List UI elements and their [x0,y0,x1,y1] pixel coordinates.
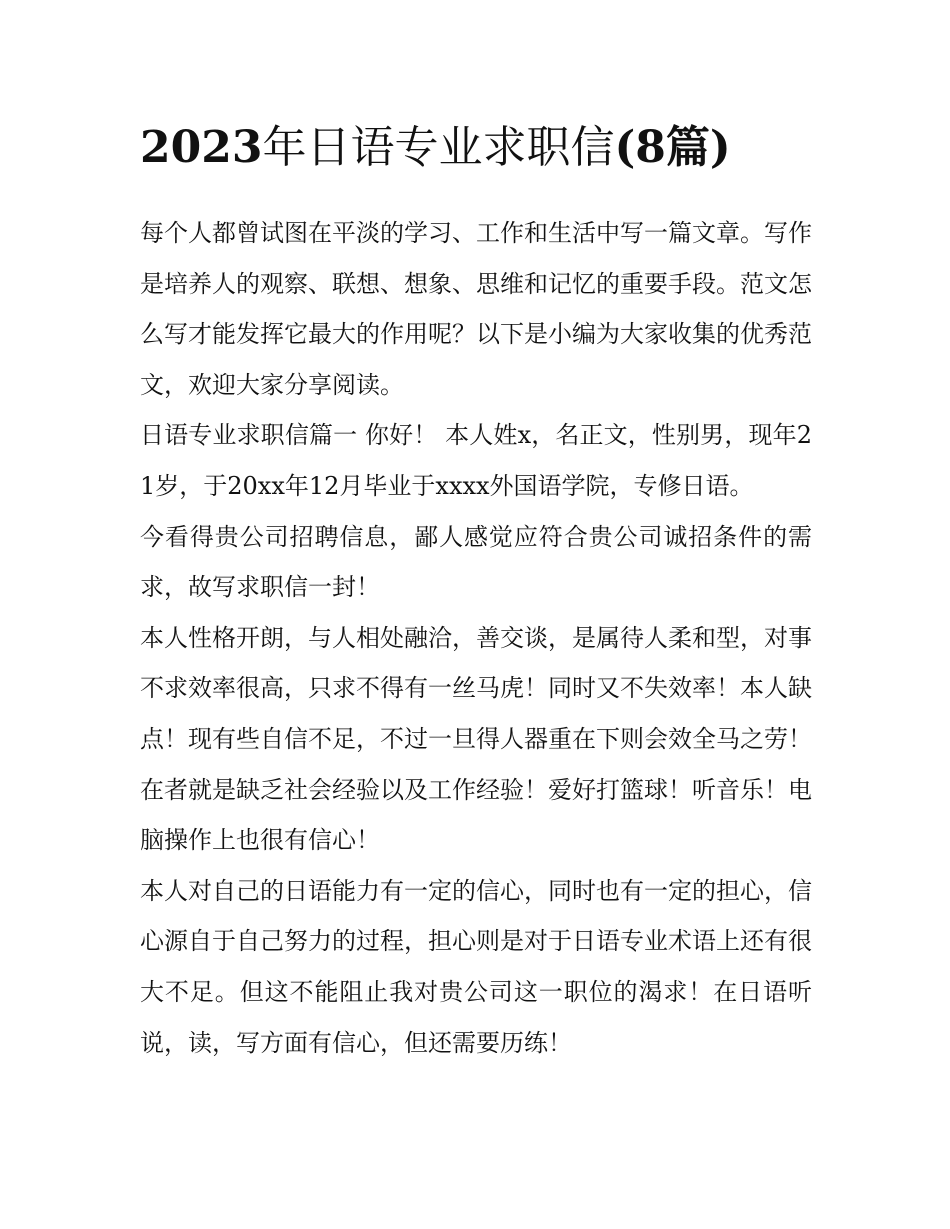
paragraph-motivation: 今看得贵公司招聘信息，鄙人感觉应符合贵公司诚招条件的需求，故写求职信一封！ [140,522,812,602]
paragraph-greeting: 日语专业求职信篇一 你好！ 本人姓x，名正文，性别男，现年21岁，于20xx年12月毕业于xxxx外国语学院，专修日语。 [140,421,812,500]
paragraph-language-skills: 本人对自己的日语能力有一定的信心，同时也有一定的担心，信心源自于自己努力的过程，担心则是对于日语专业术语上还有很大不足。但这不能阻止我对贵公司这一职位的渴求！在日语听说，读，写方面有信心，但还需要历练！ [140,876,812,1057]
title-year: 2023 [140,122,263,173]
paragraph-intro: 每个人都曾试图在平淡的学习、工作和生活中写一篇文章。写作是培养人的观察、联想、想象、思维和记忆的重要手段。范文怎么写才能发挥它最大的作用呢？以下是小编为大家收集的优秀范文，欢迎大家分享阅读。 [140,219,812,399]
document-page [140,112,812,1068]
paragraph-personality: 本人性格开朗，与人相处融洽，善交谈，是属待人柔和型，对事不求效率很高，只求不得有一丝马虎！同时又不失效率！本人缺点！现有些自信不足，不过一旦得人器重在下则会效全马之劳！在者就是缺乏社会经验以及工作经验！爱好打篮球！听音乐！电脑操作上也很有信心！ [140,623,812,855]
document-title [140,112,812,184]
title-body: 年日语专业求职信 [262,122,615,173]
title-count: (8篇) [614,122,731,173]
